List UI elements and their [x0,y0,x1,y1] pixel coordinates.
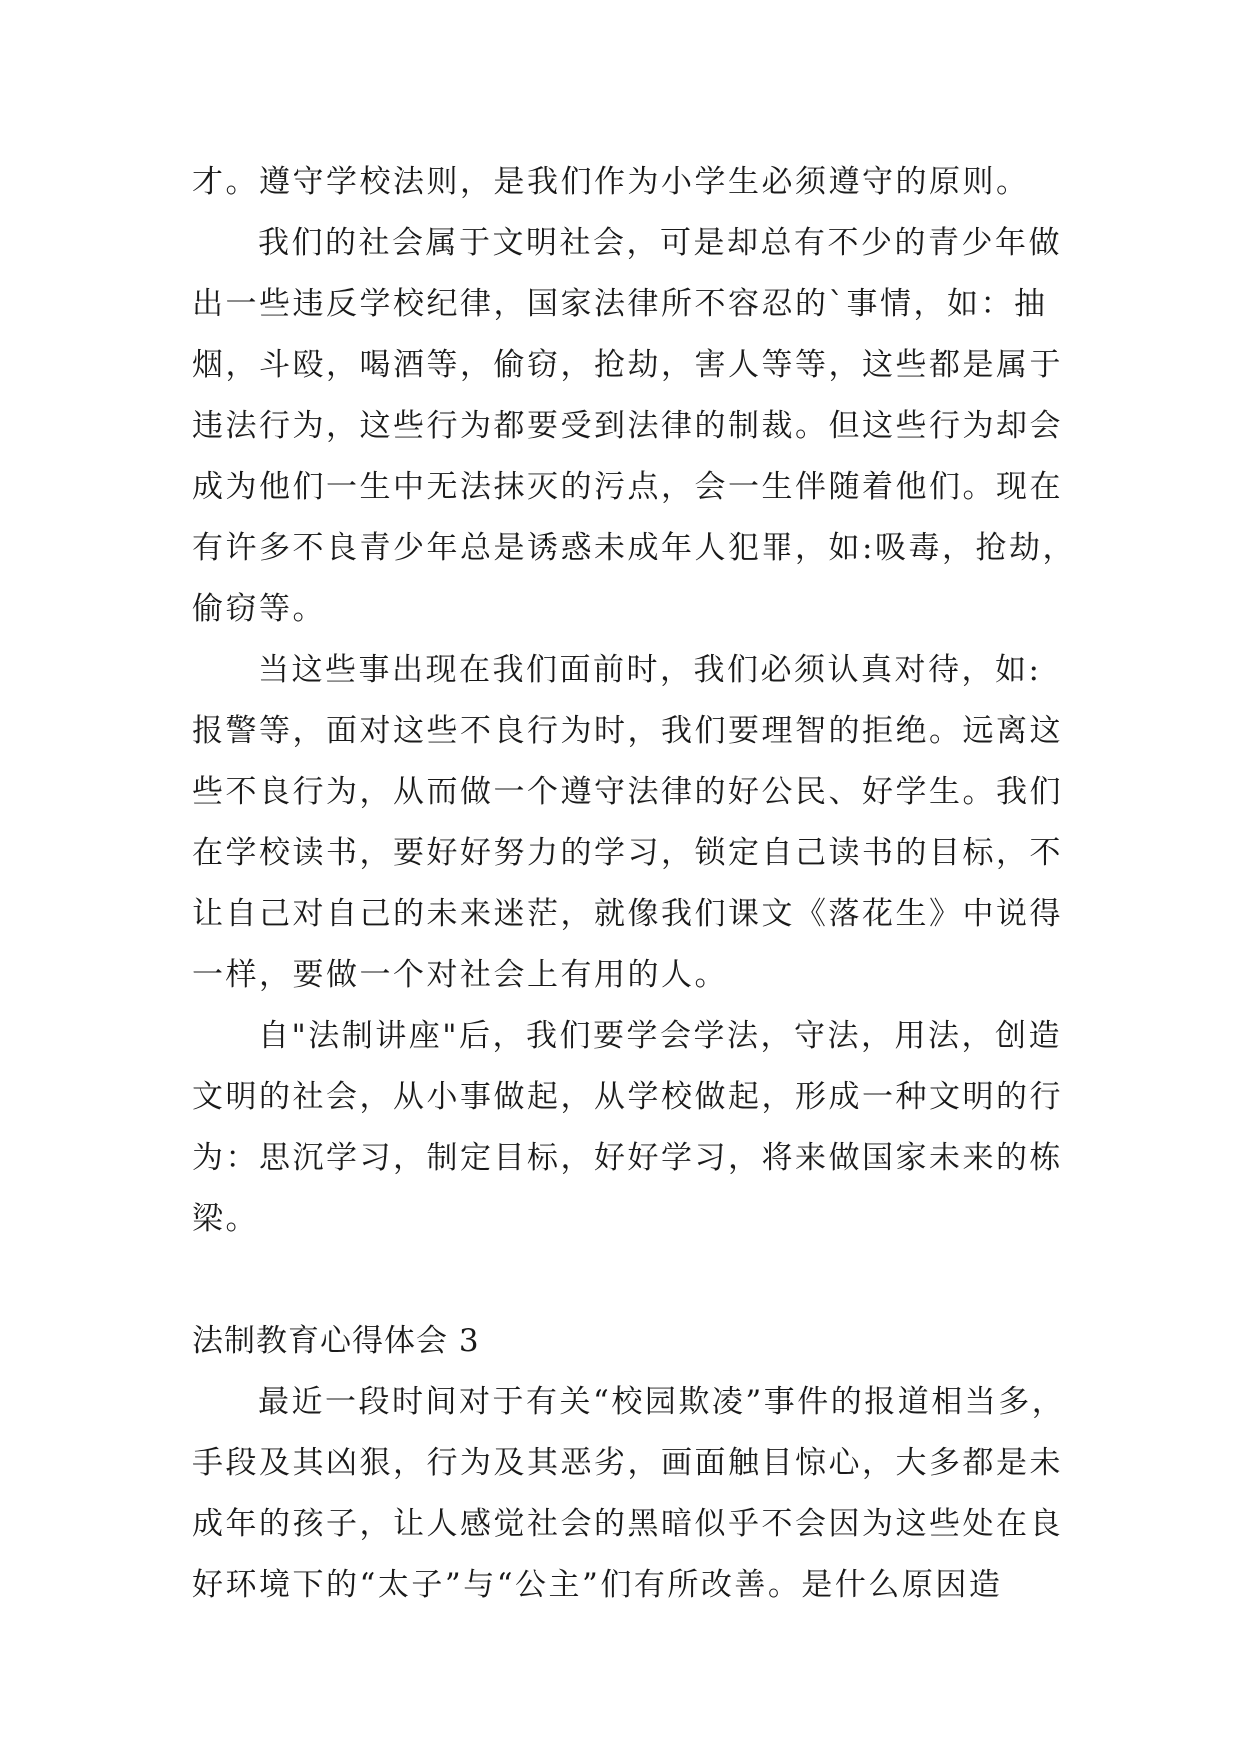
document-body [192,152,1076,1616]
paragraph-3 [192,640,1063,1006]
paragraph-line: 在学校读书，要好好努力的学习，锁定自己读书的目标，不 [192,835,1063,871]
paragraph-5 [192,1372,1066,1616]
paragraph-1 [192,152,1052,213]
section-title: 法制教育心得体会 3 [192,1323,480,1359]
paragraph-line: 自"法制讲座"后，我们要学会学法，守法，用法，创造 [258,1018,1063,1054]
paragraph-line: 成为他们一生中无法抹灭的污点，会一生伴随着他们。现在 [192,469,1063,505]
section-spacer [192,1250,1052,1311]
paragraph-line: 报警等，面对这些不良行为时，我们要理智的拒绝。远离这 [192,713,1063,749]
paragraph-2 [192,213,1076,640]
paragraph-line: 违法行为，这些行为都要受到法律的制裁。但这些行为却会 [192,408,1063,444]
paragraph-line: 些不良行为，从而做一个遵守法律的好公民、好学生。我们 [192,774,1063,810]
paragraph-line: 烟，斗殴，喝酒等，偷窃，抢劫，害人等等，这些都是属于 [192,347,1063,383]
paragraph-line: 一样，要做一个对社会上有用的人。 [192,957,728,993]
paragraph-line: 手段及其凶狠，行为及其恶劣，画面触目惊心，大多都是未 [192,1445,1063,1481]
paragraph-line: 出一些违反学校纪律，国家法律所不容忍的`事情，如：抽 [192,286,1048,322]
paragraph-4 [192,1006,1063,1250]
paragraph-line: 让自己对自己的未来迷茫，就像我们课文《落花生》中说得 [192,896,1063,932]
paragraph-line: 文明的社会，从小事做起，从学校做起，形成一种文明的行 [192,1079,1063,1115]
paragraph-line: 当这些事出现在我们面前时，我们必须认真对待，如: [258,652,1042,688]
paragraph-line: 最近一段时间对于有关“校园欺凌”事件的报道相当多， [258,1384,1066,1420]
paragraph-line: 偷窃等。 [192,591,326,627]
paragraph-line: 好环境下的“太子”与“公主”们有所改善。是什么原因造 [192,1567,1003,1603]
paragraph-line: 有许多不良青少年总是诱惑未成年人犯罪，如:吸毒，抢劫， [192,530,1076,566]
paragraph-line: 成年的孩子，让人感觉社会的黑暗似乎不会因为这些处在良 [192,1506,1063,1542]
paragraph-line: 我们的社会属于文明社会，可是却总有不少的青少年做 [258,225,1062,261]
paragraph-line: 梁。 [192,1201,259,1237]
paragraph-line: 为：思沉学习，制定目标，好好学习，将来做国家未来的栋 [192,1140,1063,1176]
paragraph-line: 才。遵守学校法则，是我们作为小学生必须遵守的原则。 [192,164,1030,200]
